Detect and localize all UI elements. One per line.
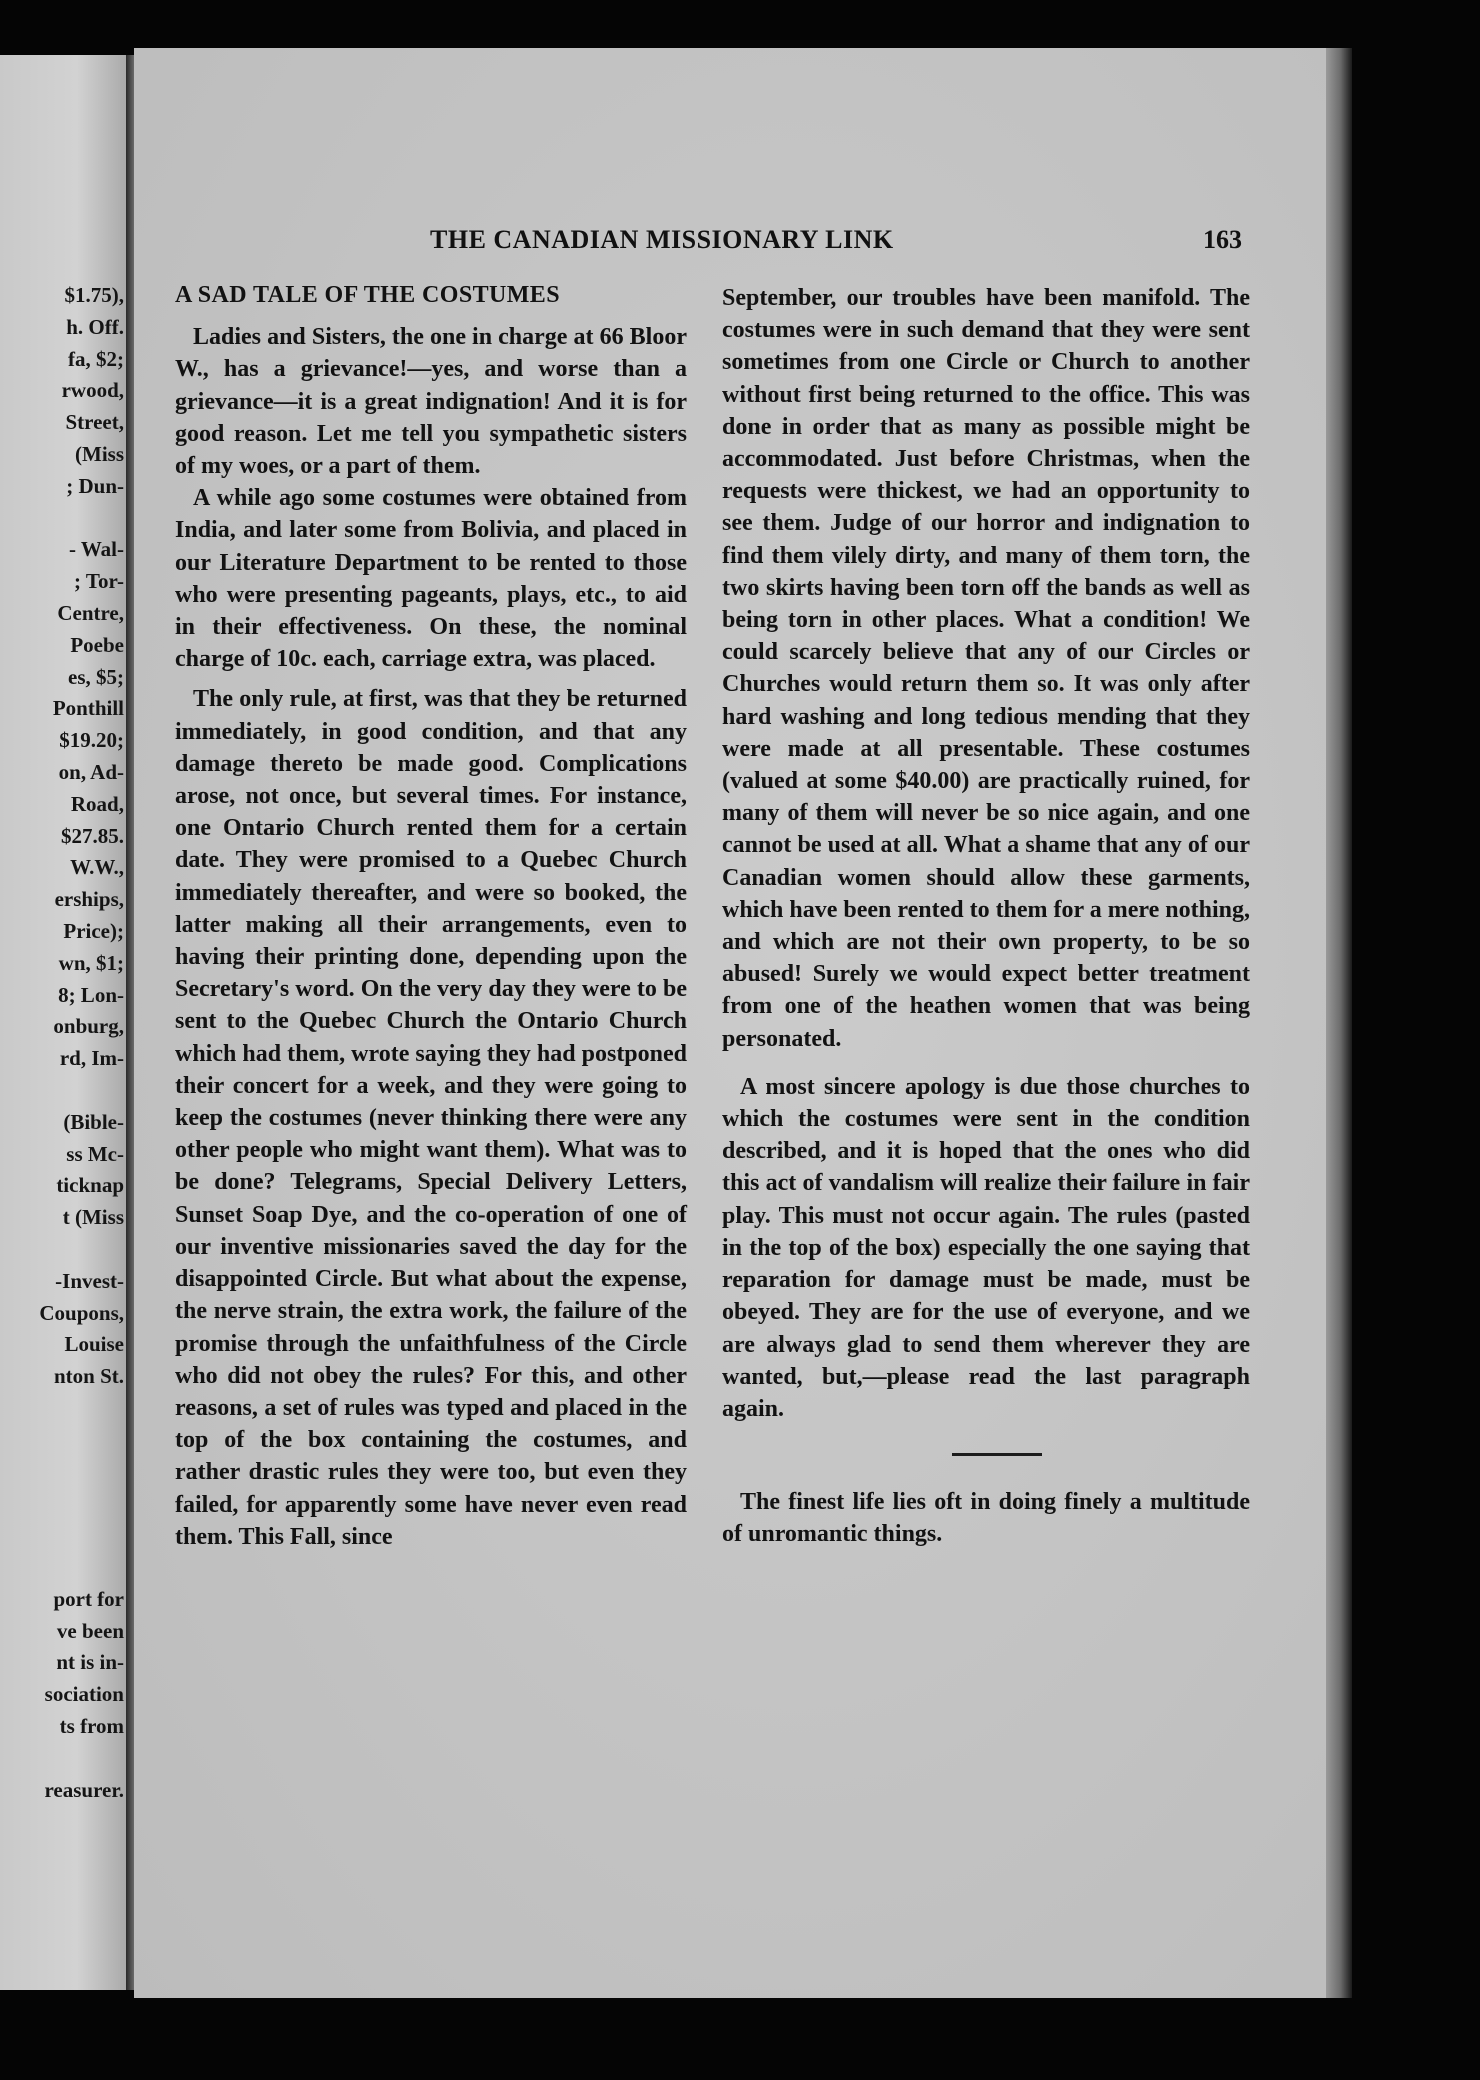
- left-column: [175, 279, 687, 1553]
- left-page-line: W.W.,: [70, 855, 124, 880]
- left-page-line: port for: [53, 1586, 124, 1611]
- left-page-line: sociation: [44, 1682, 124, 1707]
- article-title: A SAD TALE OF THE COSTUMES: [175, 282, 560, 308]
- left-page-line: Street,: [65, 410, 124, 435]
- left-page-line: Ponthill: [52, 696, 124, 721]
- left-page-line: h. Off.: [66, 314, 124, 339]
- paragraph: A while ago some costumes were obtained from India, and later some from Bolivia, and placed in our Literature Department to be rented to those who were presenting pageants, plays, etc., to aid in their effectiveness. On these, the nominal charge of 10c. each, carriage extra, was placed.: [175, 485, 687, 673]
- left-page-line: ts from: [59, 1714, 124, 1738]
- left-page-line: Price);: [63, 919, 124, 943]
- left-page-line: nton St.: [53, 1364, 124, 1389]
- left-page-line: 8; Lon-: [58, 982, 124, 1007]
- section-divider: [952, 1453, 1042, 1456]
- journal-title: THE CANADIAN MISSIONARY LINK: [430, 225, 894, 254]
- left-page-line: on, Ad-: [58, 760, 124, 784]
- left-page-line: wn, $1;: [58, 950, 124, 975]
- left-page-line: -Invest-: [55, 1268, 124, 1293]
- page-edge: [1326, 48, 1352, 1998]
- closing-quote: The finest life lies oft in doing finely a multitude of unromantic things.: [722, 1489, 1250, 1548]
- left-page-line: ss Mc-: [66, 1141, 124, 1166]
- left-page-line: reasurer.: [44, 1777, 124, 1802]
- left-page-line: fa, $2;: [68, 346, 124, 371]
- left-page-line: rwood,: [61, 378, 124, 403]
- left-page-line: $1.75),: [64, 283, 124, 307]
- left-page-line: Poebe: [70, 632, 124, 657]
- paragraph: A most sincere apology is due those churches to which the costumes were sent in the condition described, and it is hoped that the ones who did this act of vandalism will realize their failure in fair play. This must not occur again. The rules (pasted in the top of the box) especially the one saying that reparation for damage must be made, must be obeyed. They are for the use of everyone, and we are always glad to send them wherever they are wanted, but,—please read the last paragraph again.: [722, 1073, 1250, 1422]
- left-page-fragment: [0, 55, 128, 1990]
- left-page-line: $19.20;: [59, 728, 124, 753]
- running-header: [430, 225, 1242, 259]
- left-page-line: erships,: [54, 887, 124, 912]
- left-page-line: ticknap: [56, 1173, 124, 1198]
- left-page-line: rd, Im-: [59, 1046, 124, 1071]
- left-page-line: $27.85.: [61, 823, 124, 848]
- page-number: 163: [1203, 225, 1242, 254]
- left-page-line: ve been: [56, 1618, 124, 1643]
- paragraph: September, our troubles have been manifold. The costumes were in such demand that they were sent sometimes from one Circle or Church to another without first being returned to the office. This was done in order that as many as possible might be accommodated. Just before Christmas, when the requests were thickest, we had an opportunity to see them. Judge of our horror and indignation to find them vilely dirty, and many of them torn, the two skirts having been torn off the bands as well as being torn in other places. What a condition! We could scarcely believe that any of our Circles or Churches would return them so. It was only after hard washing and long tedious mending that they were made at all presentable. These costumes (valued at some $40.00) are practically ruined, for many of them will never be so nice again, and one cannot be used at all. What a shame that any of our Canadian women should allow these garments, which have been rented to them for a mere nothing, and which are not their own property, to be so abused! Surely we would expect better treatment from one of the heathen women that was being personated.: [722, 285, 1250, 1052]
- left-page-line: es, $5;: [68, 664, 124, 689]
- left-page-line: ; Tor-: [74, 569, 124, 594]
- left-page-line: (Bible-: [63, 1109, 124, 1134]
- left-page-line: t (Miss: [62, 1205, 124, 1230]
- left-page-line: Coupons,: [39, 1300, 124, 1325]
- left-page-line: - Wal-: [68, 537, 124, 562]
- left-page-line: Road,: [70, 791, 124, 816]
- paragraph: Ladies and Sisters, the one in charge at 66 Bloor W., has a grievance!—yes, and worse than a grievance—it is a great indignation! And it is for good reason. Let me tell you sympathetic sisters of my woes, or a part of them.: [175, 324, 687, 480]
- left-page-line: Centre,: [57, 601, 124, 625]
- left-page-line: Louise: [64, 1332, 124, 1357]
- paragraph: The only rule, at first, was that they be returned immediately, in good condition, and that any damage thereto be made good. Complications arose, not once, but several times. For instance, one Ontario Church rented them for a certain date. They were promised to a Quebec Church immediately thereafter, and were so booked, the latter making all their arrangements, even to having their printing done, depending upon the Secretary's word. On the very day they were to be sent to the Quebec Church the Ontario Church which had them, wrote saying they had postponed their concert for a week, and they were going to keep the costumes (never thinking there were any other people who might want them). What was to be done? Telegrams, Special Delivery Letters, Sunset Soap Dye, and the co-operation of one of our inventive missionaries saved the day for the disappointed Circle. But what about the expense, the nerve strain, the extra work, the failure of the promise through the unfaithfulness of the Circle who did not obey the rules? For this, and other reasons, a set of rules was typed and placed in the top of the box containing the costumes, and rather drastic rules they were too, but even they failed, for apparently some have never even read them. This Fall, since: [175, 686, 687, 1550]
- right-column: [722, 282, 1250, 1551]
- left-page-line: ; Dun-: [66, 473, 124, 498]
- left-page-line: nt is in-: [56, 1650, 124, 1675]
- left-page-line: (Miss: [75, 442, 124, 466]
- left-page-line: onburg,: [53, 1014, 124, 1039]
